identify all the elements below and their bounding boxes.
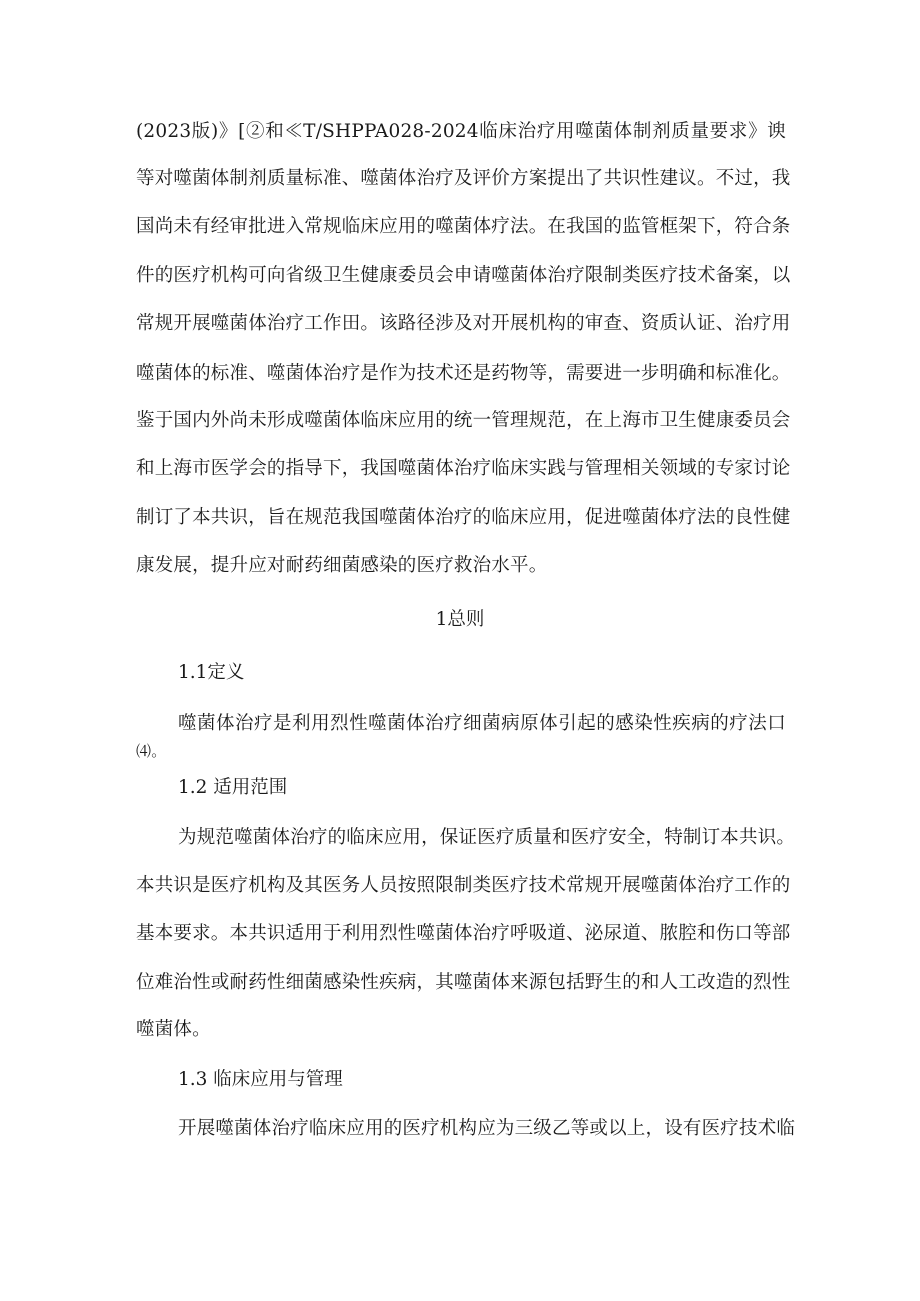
section-1-3-line-1: 开展噬菌体治疗临床应用的医疗机构应为三级乙等或以上，设有医疗技术临 (178, 1118, 796, 1139)
section-1-2-line-2: 本共识是医疗机构及其医务人员按照限制类医疗技术常规开展噬菌体治疗工作的 (136, 875, 791, 896)
intro-line-1: (2023版)》[②和≪T/SHPPA028-2024临床治疗用噬菌体制剂质量要求》谀 (136, 121, 786, 142)
section-1-2-line-4: 位难治性或耐药性细菌感染性疾病，其噬菌体来源包括野生的和人工改造的烈性 (136, 972, 791, 993)
section-1-1-line-1: 噬菌体治疗是利用烈性噬菌体治疗细菌病原体引起的感染性疾病的疗法口 (178, 713, 786, 734)
section-1-heading: 1总则 (435, 609, 485, 630)
intro-line-6: 噬菌体的标准、噬菌体治疗是作为技术还是药物等，需要进一步明确和标准化。 (136, 363, 791, 384)
intro-line-3: 国尚未有经审批进入常规临床应用的噬菌体疗法。在我国的监管框架下，符合条 (136, 216, 791, 237)
section-1-2-line-3: 基本要求。本共识适用于利用烈性噬菌体治疗呼吸道、泌尿道、脓腔和伤口等部 (136, 923, 791, 944)
intro-line-5: 常规开展噬菌体治疗工作田。该路径涉及对开展机构的审查、资质认证、治疗用 (136, 313, 791, 334)
section-1-2-heading: 1.2 适用范围 (178, 777, 288, 798)
section-1-2-line-1: 为规范噬菌体治疗的临床应用，保证医疗质量和医疗安全，特制订本共识。 (178, 827, 796, 848)
section-1-1-heading: 1.1定义 (178, 662, 245, 683)
section-1-1-line-2: ⑷。 (136, 742, 167, 760)
intro-line-7: 鉴于国内外尚未形成噬菌体临床应用的统一管理规范，在上海市卫生健康委员会 (136, 410, 791, 431)
intro-line-10: 康发展，提升应对耐药细菌感染的医疗救治水平。 (136, 555, 548, 576)
intro-line-4: 件的医疗机构可向省级卫生健康委员会申请噬菌体治疗限制类医疗技术备案，以 (136, 265, 791, 286)
intro-line-2: 等对噬菌体制剂质量标准、噬菌体治疗及评价方案提出了共识性建议。不过，我 (136, 168, 791, 189)
intro-line-8: 和上海市医学会的指导下，我国噬菌体治疗临床实践与管理相关领域的专家讨论 (136, 458, 791, 479)
intro-line-9: 制订了本共识，旨在规范我国噬菌体治疗的临床应用，促进噬菌体疗法的良性健 (136, 507, 791, 528)
section-1-2-line-5: 噬菌体。 (136, 1019, 211, 1040)
section-1-3-heading: 1.3 临床应用与管理 (178, 1069, 343, 1090)
